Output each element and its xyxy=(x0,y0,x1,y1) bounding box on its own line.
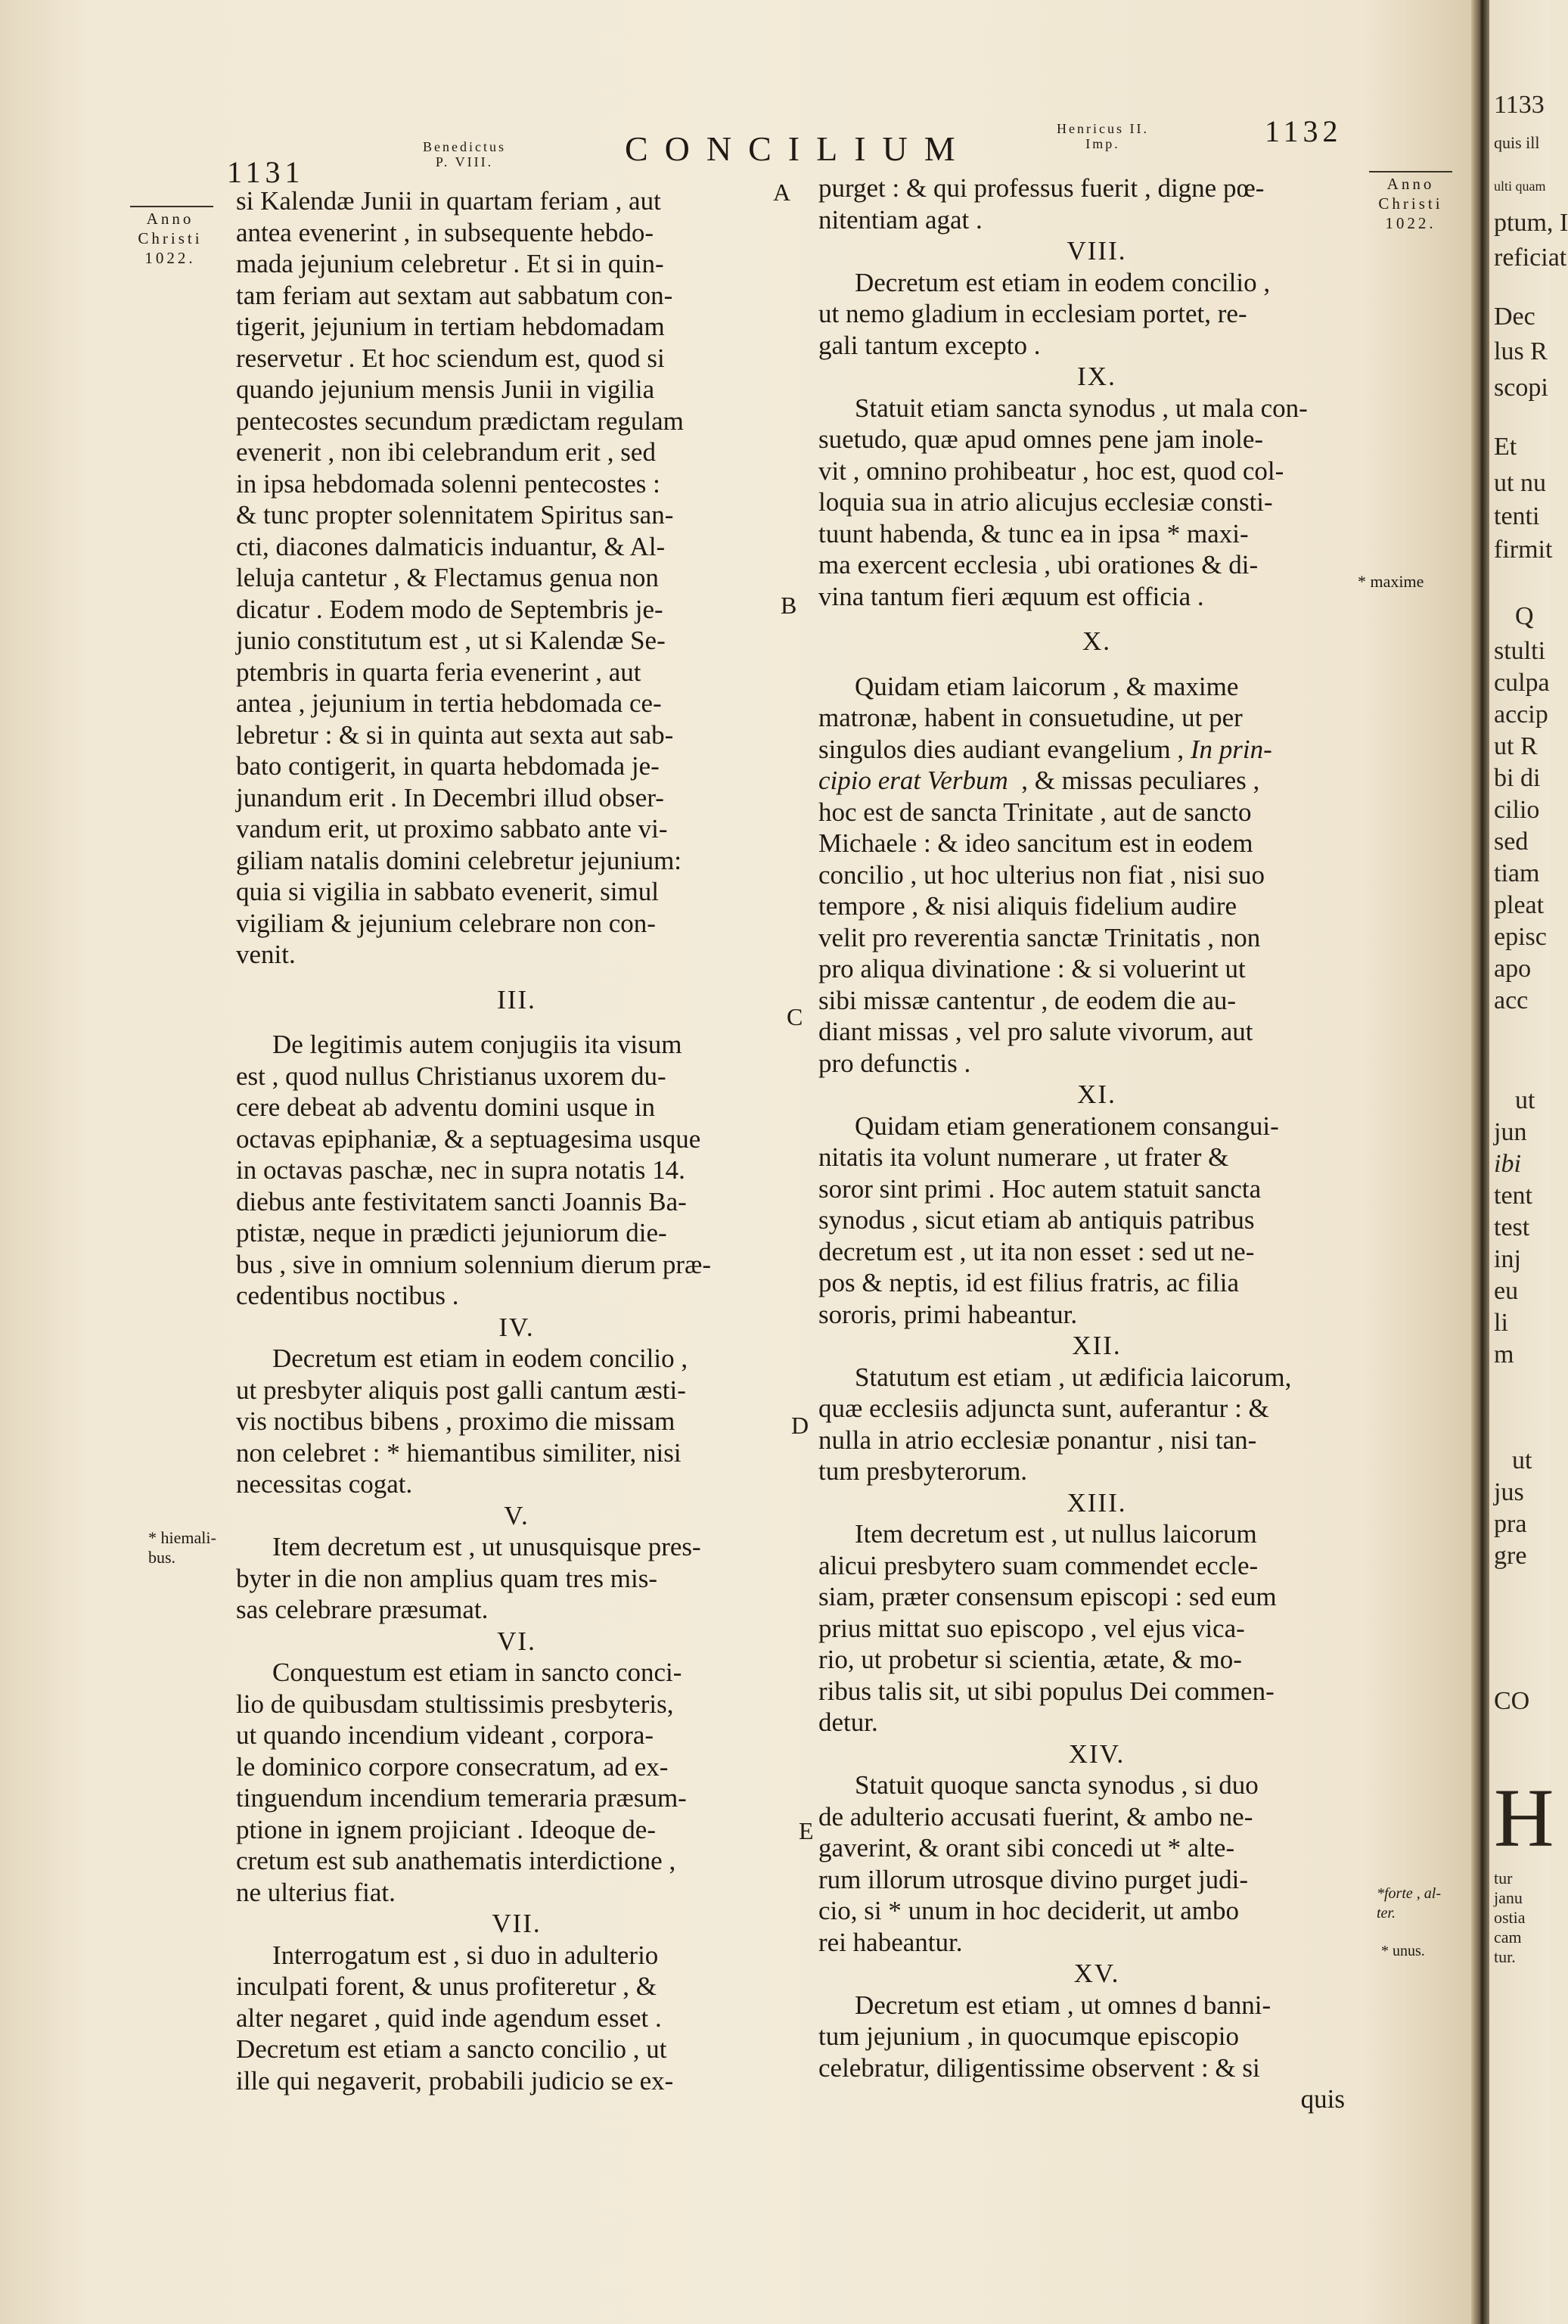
text-line: vigiliam & jejunium celebrare non con- xyxy=(236,908,656,938)
text-line: vis noctibus bibens , proximo die missam xyxy=(236,1406,675,1436)
pope-name: Benedictus xyxy=(423,139,506,154)
next-page-fragment: tur. xyxy=(1494,1947,1516,1966)
text-line: rei habeantur. xyxy=(818,1927,963,1957)
text-line: tempore , & nisi aliquis fidelium audire xyxy=(818,891,1237,921)
next-page-fragment: inj xyxy=(1494,1245,1521,1273)
next-page-fragment: eu xyxy=(1494,1277,1519,1305)
text-line: ptembris in quarta feria evenerint , aut xyxy=(236,657,641,687)
text-line: antea , jejunium in tertia hebdomada ce- xyxy=(236,688,662,718)
text-line: est , quod nullus Christianus uxorem du- xyxy=(236,1061,666,1091)
text-line: Decretum est etiam , ut omnes d banni- xyxy=(855,1990,1271,2020)
page-number-right: 1132 xyxy=(1265,114,1343,148)
text-line: loquia sua in atrio alicujus ecclesiæ consti- xyxy=(818,487,1273,517)
text-line: nulla in atrio ecclesiæ ponantur , nisi tan- xyxy=(818,1425,1257,1455)
next-page-fragment: tenti xyxy=(1494,502,1540,530)
text-line: mada jejunium celebretur . Et si in quin- xyxy=(236,249,664,278)
next-page-fragment: stulti xyxy=(1494,637,1546,665)
next-page-fragment: jun xyxy=(1494,1118,1527,1146)
text-line: in octavas paschæ, nec in supra notatis 14. xyxy=(236,1155,685,1185)
left-column xyxy=(236,185,797,2096)
text-line: rum illorum utrosque divino purget judi- xyxy=(818,1864,1249,1894)
page-title: CONCILIUM xyxy=(625,129,972,168)
next-page-fragment: li xyxy=(1494,1309,1508,1337)
next-page-fragment: m xyxy=(1494,1341,1514,1369)
section-number-7: VII. xyxy=(492,1909,542,1938)
note-line: bus. xyxy=(148,1548,176,1567)
text-line: dicatur . Eodem modo de Septembris je- xyxy=(236,594,663,624)
text-line: Michaele : & ideo sancitum est in eodem xyxy=(818,828,1253,858)
right-column xyxy=(818,172,1375,2115)
text-line: ptistæ, neque in prædicti jejuniorum die- xyxy=(236,1218,667,1247)
text-line: siam, præter consensum episcopi : sed eum xyxy=(818,1582,1277,1611)
next-page-fragment: janu xyxy=(1494,1888,1523,1907)
next-page-fragment: culpa xyxy=(1494,669,1550,697)
footnote-hiemalibus xyxy=(148,1528,216,1567)
next-page-fragment: ut xyxy=(1515,1086,1535,1114)
text-line: quia si vigilia in sabbato evenerit, simul xyxy=(236,877,659,906)
section-number-9: IX. xyxy=(1077,362,1116,391)
next-page-fragment: tur xyxy=(1494,1869,1513,1887)
book-gutter xyxy=(1471,0,1489,2324)
text-line: tum jejunium , in quocumque episcopio xyxy=(818,2021,1240,2051)
text-line: celebratur, diligentissime observent : & si xyxy=(818,2052,1260,2083)
text-line: nitatis ita volunt numerare , ut frater & xyxy=(818,1142,1229,1172)
text-line: & tunc propter solennitatem Spiritus san- xyxy=(236,500,674,530)
catchword: quis xyxy=(1300,2084,1345,2114)
text-line: leluja cantetur , & Flectamus genua non xyxy=(236,563,659,592)
text-line: ribus talis sit, ut sibi populus Dei commen- xyxy=(818,1676,1275,1706)
section-number-8: VIII. xyxy=(1067,236,1127,266)
footnote-forte xyxy=(1377,1884,1441,1923)
text-line: cere debeat ab adventu domini usque in xyxy=(236,1092,655,1122)
text-line: inculpati forent, & unus profiteretur , & xyxy=(236,1971,657,2001)
text-line: quæ ecclesiis adjuncta sunt, auferantur : & xyxy=(818,1393,1269,1423)
text-line: nitentiam agat . xyxy=(818,204,983,235)
emperor-title: Imp. xyxy=(1085,136,1120,151)
text-line: velit pro reverentia sanctæ Trinitatis , non xyxy=(818,922,1261,952)
anno-rule-right xyxy=(1369,171,1452,172)
footnote-unus: * unus. xyxy=(1381,1943,1425,1959)
text-line: tigerit, jejunium in tertiam hebdomadam xyxy=(236,312,665,341)
italic-quote: In prin- xyxy=(1190,734,1272,764)
next-page-fragment: CO xyxy=(1494,1687,1530,1715)
text-line: ut quando incendium videant , corpora- xyxy=(236,1720,654,1750)
text-line: lebretur : & si in quinta aut sexta aut sab- xyxy=(236,719,674,750)
text-line: vina tantum fieri æquum est officia . xyxy=(818,581,1204,611)
next-page-fragment: Dec xyxy=(1494,303,1535,331)
section-number-3: III. xyxy=(497,984,536,1014)
text-line: Statuit quoque sancta synodus , si duo xyxy=(855,1770,1259,1800)
anno-label: Anno xyxy=(146,210,194,228)
text-line xyxy=(818,765,1375,797)
christi-label: Christi xyxy=(1378,194,1443,213)
text-span: singulos dies audiant evangelium , xyxy=(818,734,1191,764)
section-letter-d: D xyxy=(791,1412,809,1439)
text-line: prius mittat suo episcopo , vel ejus vica- xyxy=(818,1613,1245,1643)
text-line: pos & neptis, id est filius fratris, ac filia xyxy=(818,1268,1240,1297)
next-page-fragment: ut R xyxy=(1494,732,1538,760)
next-page-fragment: ibi xyxy=(1494,1150,1521,1178)
text-line: junio constitutum est , ut si Kalendæ Se- xyxy=(236,626,666,655)
year-label: 1022. xyxy=(144,249,196,267)
next-page-fragment: test xyxy=(1494,1213,1530,1241)
text-line: antea evenerint , in subsequente hebdo- xyxy=(236,217,654,247)
text-line: junandum erit . In Decembri illud obser- xyxy=(236,782,664,812)
anno-label: Anno xyxy=(1386,175,1435,193)
text-line: cedentibus noctibus . xyxy=(236,1281,459,1310)
text-span: , & missas peculiares , xyxy=(1021,766,1260,795)
text-line: alicui presbytero suam commendet eccle- xyxy=(818,1550,1259,1580)
text-line: cio, si * unum in hoc deciderit, ut ambo xyxy=(818,1896,1240,1925)
section-number-14: XIV. xyxy=(1068,1738,1126,1769)
next-page-fragment: sed xyxy=(1494,828,1529,856)
section-number-6: VI. xyxy=(497,1626,536,1656)
text-line xyxy=(818,734,1375,766)
text-line: Quidam etiam laicorum , & maxime xyxy=(855,671,1239,701)
text-line: Decretum est etiam in eodem concilio , xyxy=(272,1344,688,1373)
next-page-fragment: lus R xyxy=(1494,337,1548,365)
text-line: Quidam etiam generationem consangui- xyxy=(855,1111,1279,1141)
text-line: vandum erit, ut proximo sabbato ante vi- xyxy=(236,814,668,844)
section-number-5: V. xyxy=(504,1500,529,1530)
text-line: diant missas , vel pro salute vivorum, aut xyxy=(818,1017,1253,1046)
text-line: octavas epiphaniæ, & a septuagesima usque xyxy=(236,1123,701,1154)
text-line: si Kalendæ Junii in quartam feriam , aut xyxy=(236,186,661,216)
note-line: * hiemali- xyxy=(148,1528,216,1547)
text-line: ne ulterius fiat. xyxy=(236,1877,396,1907)
footnote-maxime: * maxime xyxy=(1358,572,1424,591)
text-line: Statuit etiam sancta synodus , ut mala con- xyxy=(855,393,1308,423)
anno-christi-left xyxy=(113,209,227,268)
section-letter-b: B xyxy=(781,592,797,619)
text-line: Item decretum est , ut unusquisque pres- xyxy=(272,1532,701,1561)
text-line: Interrogatum est , si duo in adulterio xyxy=(272,1940,659,1970)
text-line: suetudo, quæ apud omnes pene jam inole- xyxy=(818,424,1264,454)
text-line: Statutum est etiam , ut ædificia laicorum, xyxy=(855,1362,1292,1392)
next-page-fragment: ulti quam xyxy=(1494,179,1546,194)
text-line: ut nemo gladium in ecclesiam portet, re- xyxy=(818,299,1247,328)
next-page-fragment: gre xyxy=(1494,1542,1527,1570)
text-line: cretum est sub anathematis interdictione , xyxy=(236,1846,676,1875)
next-page-fragment: accip xyxy=(1494,701,1548,729)
text-line: pentecostes secundum prædictam regulam xyxy=(236,405,684,436)
text-line: detur. xyxy=(818,1707,878,1737)
text-line: diebus ante festivitatem sancti Joannis Ba- xyxy=(236,1186,687,1216)
text-line: tinguendum incendium temeraria præsum- xyxy=(236,1783,687,1813)
text-line: soror sint primi . Hoc autem statuit sancta xyxy=(818,1173,1262,1204)
next-page-fragment: cam xyxy=(1494,1928,1522,1947)
text-line: in ipsa hebdomada solenni pentecostes : xyxy=(236,468,660,499)
next-page-fragment: acc xyxy=(1494,986,1529,1014)
text-line: bato contigerit, in quarta hebdomada je- xyxy=(236,751,660,781)
next-page-fragment: 1133 xyxy=(1494,91,1545,119)
text-line: byter in die non amplius quam tres mis- xyxy=(236,1563,657,1593)
section-number-13: XIII. xyxy=(1067,1487,1127,1518)
text-line: ptione in ignem projiciant . Ideoque de- xyxy=(236,1814,656,1844)
text-line: ut presbyter aliquis post galli cantum æsti- xyxy=(236,1375,686,1405)
text-line: necessitas cogat. xyxy=(236,1469,413,1499)
next-page-fragment: bi di xyxy=(1494,764,1541,792)
text-line: lio de quibusdam stultissimis presbyteris, xyxy=(236,1689,674,1719)
text-line: vit , omnino prohibeatur , hoc est, quod col- xyxy=(818,455,1284,486)
text-line: Decretum est etiam a sancto concilio , ut xyxy=(236,2034,667,2064)
next-page-fragment: quis ill xyxy=(1494,133,1540,152)
text-line: le dominico corpore consecratum, ad ex- xyxy=(236,1751,669,1782)
text-line: sibi missæ cantentur , de eodem die au- xyxy=(818,985,1237,1015)
next-page-fragment: tiam xyxy=(1494,859,1540,887)
text-line: quando jejunium mensis Junii in vigilia xyxy=(236,374,655,404)
text-line: tuunt habenda, & tunc ea in ipsa * maxi- xyxy=(818,518,1249,548)
next-page-fragment: firmit xyxy=(1494,536,1553,564)
text-line: evenerit , non ibi celebrandum erit , sed xyxy=(236,437,656,467)
text-line: non celebret : * hiemantibus similiter, nisi xyxy=(236,1437,682,1468)
text-line: gali tantum excepto . xyxy=(818,330,1041,360)
text-line: venit. xyxy=(236,940,296,969)
next-page-fragment: scopi xyxy=(1494,374,1548,402)
text-line: De legitimis autem conjugiis ita visum xyxy=(272,1030,682,1059)
next-page-fragment: apo xyxy=(1494,955,1532,983)
text-line: tam feriam aut sextam aut sabbatum con- xyxy=(236,280,673,310)
text-line: concilio , ut hoc ulterius non fiat , nisi suo xyxy=(818,859,1265,890)
next-page-fragment: reficiat xyxy=(1494,244,1567,272)
section-letter-a: A xyxy=(773,179,791,206)
section-letter-e: E xyxy=(799,1817,814,1844)
text-line: gaverint, & orant sibi concedi ut * alte- xyxy=(818,1833,1235,1863)
italic-quote: cipio erat Verbum xyxy=(818,766,1008,795)
text-line: de adulterio accusati fuerint, & ambo ne- xyxy=(818,1801,1253,1832)
next-page-fragment: ostia xyxy=(1494,1908,1526,1927)
christi-label: Christi xyxy=(138,229,203,247)
next-page-fragment: H xyxy=(1494,1772,1554,1864)
next-page-fragment: ut xyxy=(1512,1446,1532,1474)
text-line: matronæ, habent in consuetudine, ut per xyxy=(818,703,1243,732)
note-line: ter. xyxy=(1377,1905,1396,1922)
running-head-pope xyxy=(396,139,532,169)
next-page-fragment: Et xyxy=(1494,433,1517,461)
emperor-name: Henricus II. xyxy=(1057,121,1149,136)
text-line: rio, ut probetur si scientia, ætate, & mo- xyxy=(818,1645,1242,1674)
next-page-fragment: tent xyxy=(1494,1182,1532,1210)
text-line: synodus , sicut etiam ab antiquis patribus xyxy=(818,1205,1255,1235)
text-line: giliam natalis domini celebretur jejunium: xyxy=(236,845,682,875)
next-page-fragment: ptum, I xyxy=(1494,209,1568,237)
text-line: ma exercent ecclesia , ubi orationes & di- xyxy=(818,550,1259,579)
section-number-4: IV. xyxy=(498,1312,535,1342)
text-line: decretum est , ut ita non esset : sed ut ne- xyxy=(818,1236,1255,1266)
section-number-12: XII. xyxy=(1072,1331,1122,1360)
section-number-11: XI. xyxy=(1077,1080,1116,1109)
section-number-15: XV. xyxy=(1073,1959,1120,1988)
text-line: purget : & qui professus fuerit , digne pœ- xyxy=(818,173,1265,203)
text-line: cti, diacones dalmaticis induantur, & Al- xyxy=(236,531,666,561)
text-line: sas celebrare præsumat. xyxy=(236,1595,489,1624)
note-line: *forte , al- xyxy=(1377,1885,1441,1902)
text-line: pro defunctis . xyxy=(818,1048,971,1078)
text-line: Conquestum est etiam in sancto conci- xyxy=(272,1658,682,1687)
text-line: tum presbyterorum. xyxy=(818,1456,1028,1486)
text-line: hoc est de sancta Trinitate , aut de sancto xyxy=(818,797,1252,827)
text-line: reservetur . Et hoc sciendum est, quod si xyxy=(236,343,665,373)
text-line: bus , sive in omnium solennium dierum præ- xyxy=(236,1249,712,1279)
year-label: 1022. xyxy=(1385,214,1436,232)
pope-number: P. VIII. xyxy=(435,154,494,169)
next-page-fragment: jus xyxy=(1494,1478,1524,1506)
next-page-fragment: pleat xyxy=(1494,891,1545,919)
section-number-10: X. xyxy=(1082,626,1112,656)
anno-rule-left xyxy=(130,206,213,207)
next-page-fragment: ut nu xyxy=(1494,469,1546,497)
text-line: pro aliqua divinatione : & si voluerint ut xyxy=(818,954,1246,983)
next-page-fragment: episc xyxy=(1494,923,1547,951)
next-page-fragment: Q xyxy=(1515,602,1534,630)
page-number-left: 1131 xyxy=(227,155,305,189)
next-page-fragment: cilio xyxy=(1494,796,1540,824)
section-letter-c: C xyxy=(787,1003,803,1030)
text-line: sororis, primi habeantur. xyxy=(818,1299,1078,1329)
text-line: ille qui negaverit, probabili judicio se ex- xyxy=(236,2065,674,2096)
running-head-emperor xyxy=(1004,121,1201,151)
next-page-edge xyxy=(1489,0,1568,2324)
text-line: alter negaret , quid inde agendum esset . xyxy=(236,2002,662,2033)
next-page-fragment: pra xyxy=(1494,1510,1527,1538)
text-line: Item decretum est , ut nullus laicorum xyxy=(855,1519,1257,1549)
text-line: Decretum est etiam in eodem concilio , xyxy=(855,267,1271,297)
